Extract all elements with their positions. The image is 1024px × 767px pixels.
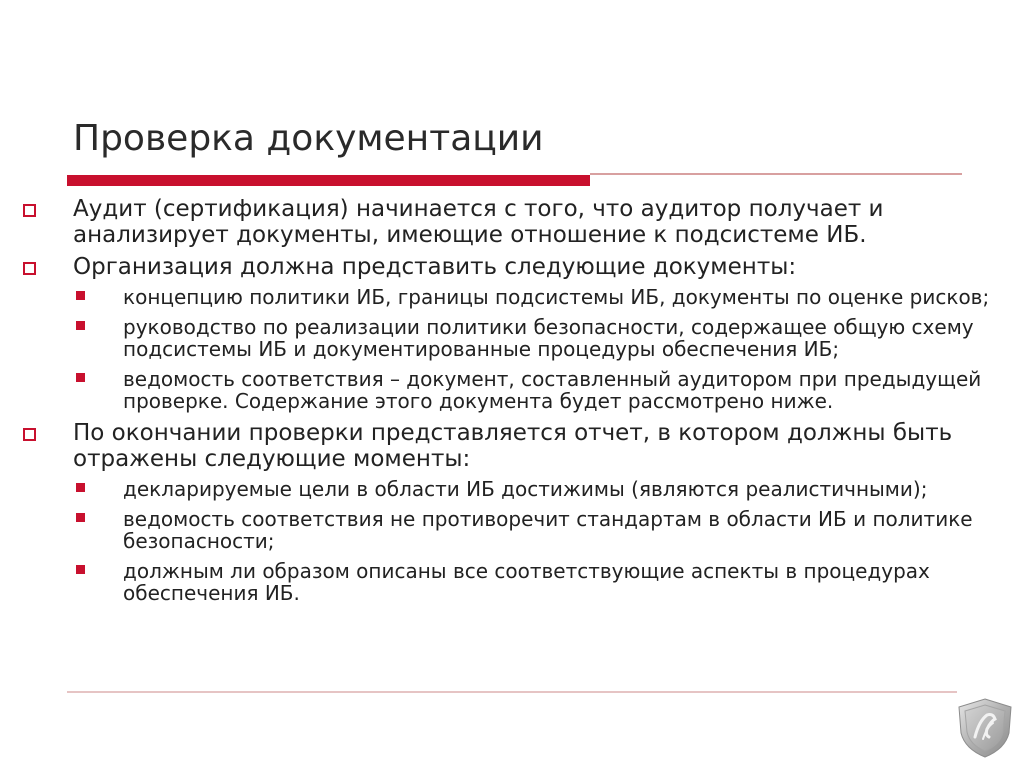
- sub-list-item: [123, 316, 1003, 360]
- list-item-text: Аудит (сертификация) начинается с того, что аудитор получает и анализирует документы, имеющие отношение к подсистеме ИБ.: [73, 196, 884, 248]
- footer-divider: [67, 691, 957, 693]
- title-underline-accent: [67, 175, 590, 186]
- filled-square-bullet-icon: [76, 373, 85, 382]
- filled-square-bullet-icon: [76, 565, 85, 574]
- filled-square-bullet-icon: [76, 483, 85, 492]
- sub-list-item-text: концепцию политики ИБ, границы подсистемы ИБ, документы по оценке рисков;: [123, 285, 990, 309]
- list-item: [73, 420, 983, 472]
- sub-list-item: [123, 286, 1003, 308]
- sub-list-item: [123, 368, 1003, 412]
- list-item: [73, 254, 983, 280]
- filled-square-bullet-icon: [76, 513, 85, 522]
- list-item: [73, 196, 983, 248]
- sub-list-item: [123, 508, 1003, 552]
- list-item-text: По окончании проверки представляется отчет, в котором должны быть отражены следующие моменты:: [73, 420, 953, 472]
- filled-square-bullet-icon: [76, 321, 85, 330]
- sub-list-item-text: должным ли образом описаны все соответствующие аспекты в процедурах обеспечения ИБ.: [123, 559, 930, 605]
- hollow-square-bullet-icon: [23, 204, 36, 217]
- filled-square-bullet-icon: [76, 291, 85, 300]
- sub-list-item-text: ведомость соответствия – документ, составленный аудитором при предыдущей проверке. Содержание этого документа будет рассмотрено ниже.: [123, 367, 982, 413]
- slide-title: Проверка документации: [73, 118, 544, 159]
- slide-content: [0, 196, 1024, 612]
- sub-list-item-text: ведомость соответствия не противоречит стандартам в области ИБ и политике безопасности;: [123, 507, 973, 553]
- title-underline-thin: [590, 173, 962, 175]
- list-item-text: Организация должна представить следующие документы:: [73, 254, 797, 280]
- hollow-square-bullet-icon: [23, 262, 36, 275]
- sub-list-item: [123, 560, 1003, 604]
- sub-list-item-text: декларируемые цели в области ИБ достижимы (являются реалистичными);: [123, 477, 928, 501]
- hollow-square-bullet-icon: [23, 428, 36, 441]
- sub-list-item-text: руководство по реализации политики безопасности, содержащее общую схему подсистемы ИБ и документированные процедуры обеспечения ИБ;: [123, 315, 974, 361]
- sub-list-item: [123, 478, 1003, 500]
- shield-emblem-logo-icon: [955, 697, 1015, 759]
